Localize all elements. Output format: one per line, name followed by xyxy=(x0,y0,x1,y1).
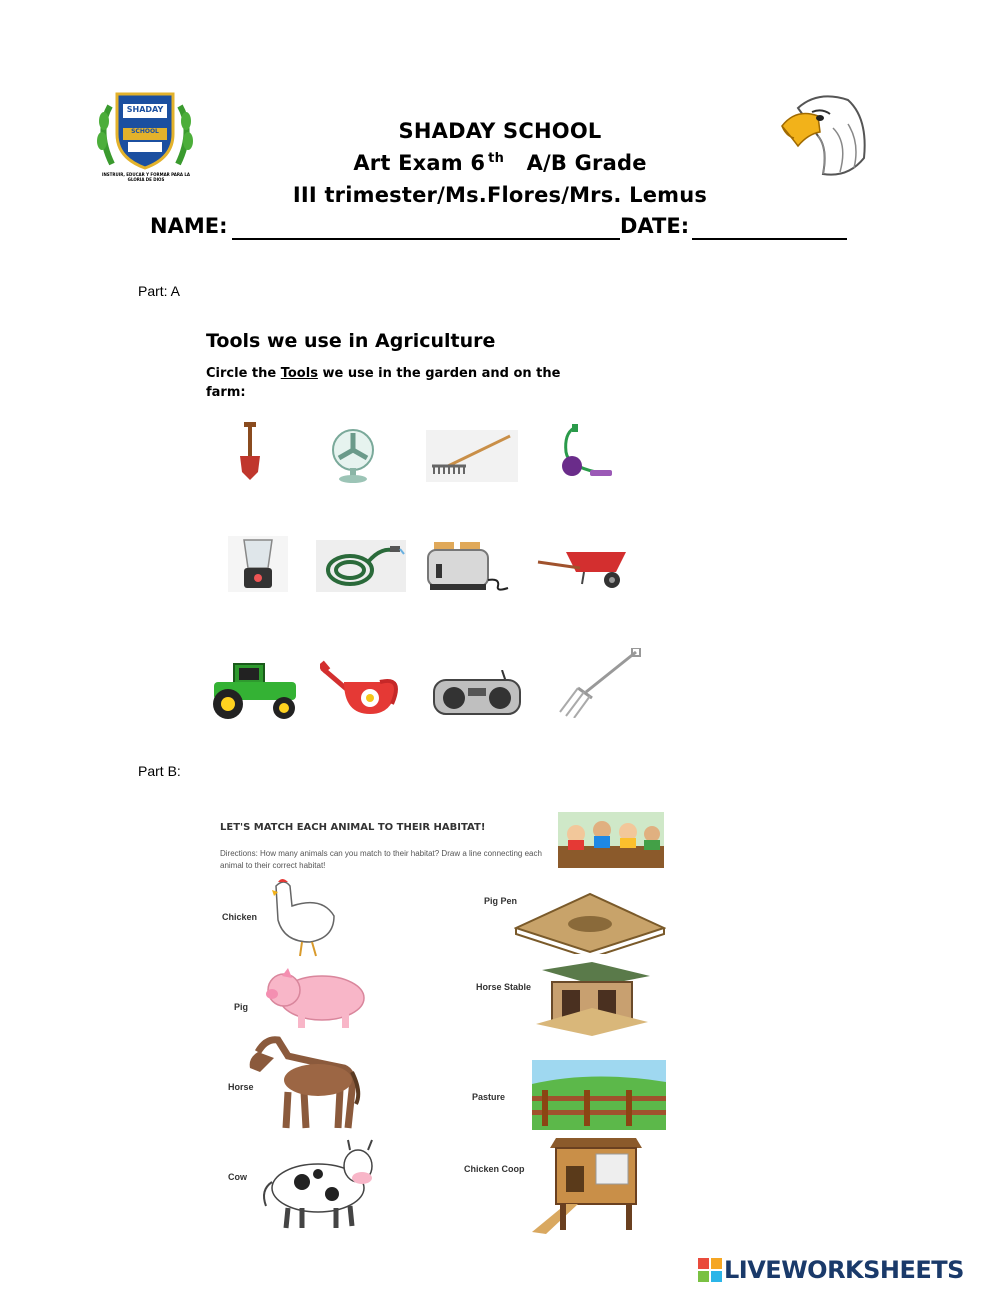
habitat-label-horse-stable: Horse Stable xyxy=(476,982,532,992)
vacuum-icon[interactable] xyxy=(556,422,612,484)
kids-picture xyxy=(558,812,664,868)
exam-prefix: Art Exam 6 xyxy=(353,151,486,175)
part-a-title: Tools we use in Agriculture xyxy=(206,330,496,352)
watering-can-icon[interactable] xyxy=(320,656,404,720)
toaster-icon[interactable] xyxy=(426,536,510,592)
tractor-icon[interactable] xyxy=(204,660,304,720)
animal-label-horse: Horse xyxy=(228,1082,254,1092)
part-b-directions: Directions: How many animals can you match to their habitat? Draw a line connecting each animal to their correct habitat! xyxy=(220,849,542,870)
horse-image[interactable] xyxy=(244,1032,364,1132)
horse-stable-image[interactable] xyxy=(532,960,652,1038)
part-b-label: Part B: xyxy=(138,763,181,779)
radio-icon[interactable] xyxy=(432,670,522,716)
chicken-coop-image[interactable] xyxy=(526,1136,646,1236)
habitat-label-pasture: Pasture xyxy=(472,1092,506,1102)
cow-image[interactable] xyxy=(258,1136,382,1232)
lw-brand-text: LIVEWORKSHEETS xyxy=(724,1256,964,1284)
date-input-line[interactable] xyxy=(692,238,847,240)
school-name: SHADAY SCHOOL xyxy=(398,119,602,143)
wheelbarrow-icon[interactable] xyxy=(536,546,628,590)
instr-1: Circle the xyxy=(206,366,277,381)
exam-sup: th xyxy=(488,151,505,166)
part-a-worksheet xyxy=(200,318,660,738)
part-a-instructions xyxy=(206,364,626,402)
instr-2: we use in the garden and on the xyxy=(322,366,561,381)
blender-icon[interactable] xyxy=(228,536,288,592)
animal-label-cow: Cow xyxy=(228,1172,247,1182)
pitchfork-icon[interactable] xyxy=(556,648,642,718)
lw-logo-icon xyxy=(698,1258,722,1282)
chicken-image[interactable] xyxy=(262,876,342,960)
liveworksheets-logo[interactable] xyxy=(698,1256,994,1286)
trimester-line: III trimester/Ms.Flores/Mrs. Lemus xyxy=(292,183,708,207)
hose-icon[interactable] xyxy=(316,540,406,592)
logo-text: SHADAY xyxy=(126,105,164,114)
exam-suffix: A/B Grade xyxy=(526,151,647,175)
name-date-line xyxy=(150,214,850,244)
pig-pen-image[interactable] xyxy=(514,888,666,954)
animal-label-chicken: Chicken xyxy=(222,912,258,922)
instr-3: farm: xyxy=(206,385,246,400)
date-label: DATE: xyxy=(620,214,690,238)
habitat-label-pig-pen: Pig Pen xyxy=(484,896,518,906)
shovel-icon[interactable] xyxy=(230,420,270,482)
fan-icon[interactable] xyxy=(330,428,376,484)
animal-label-pig: Pig xyxy=(234,1002,249,1012)
rake-icon[interactable] xyxy=(426,430,518,482)
logo-subtext: SCHOOL xyxy=(131,128,159,135)
logo-motto: INSTRUIR, EDUCAR Y FORMAR PARA LA GLORIA DE DIOS xyxy=(101,172,191,182)
name-label: NAME: xyxy=(150,214,228,238)
part-b-worksheet xyxy=(214,810,674,1240)
name-input-line[interactable] xyxy=(232,238,620,240)
part-a-label: Part: A xyxy=(138,283,181,299)
pig-image[interactable] xyxy=(262,966,368,1032)
exam-title xyxy=(0,151,1000,175)
part-b-title: LET'S MATCH EACH ANIMAL TO THEIR HABITAT! xyxy=(220,822,486,833)
habitat-label-chicken-coop: Chicken Coop xyxy=(464,1164,525,1174)
pasture-image[interactable] xyxy=(532,1060,666,1130)
instr-tools: Tools xyxy=(280,366,318,381)
